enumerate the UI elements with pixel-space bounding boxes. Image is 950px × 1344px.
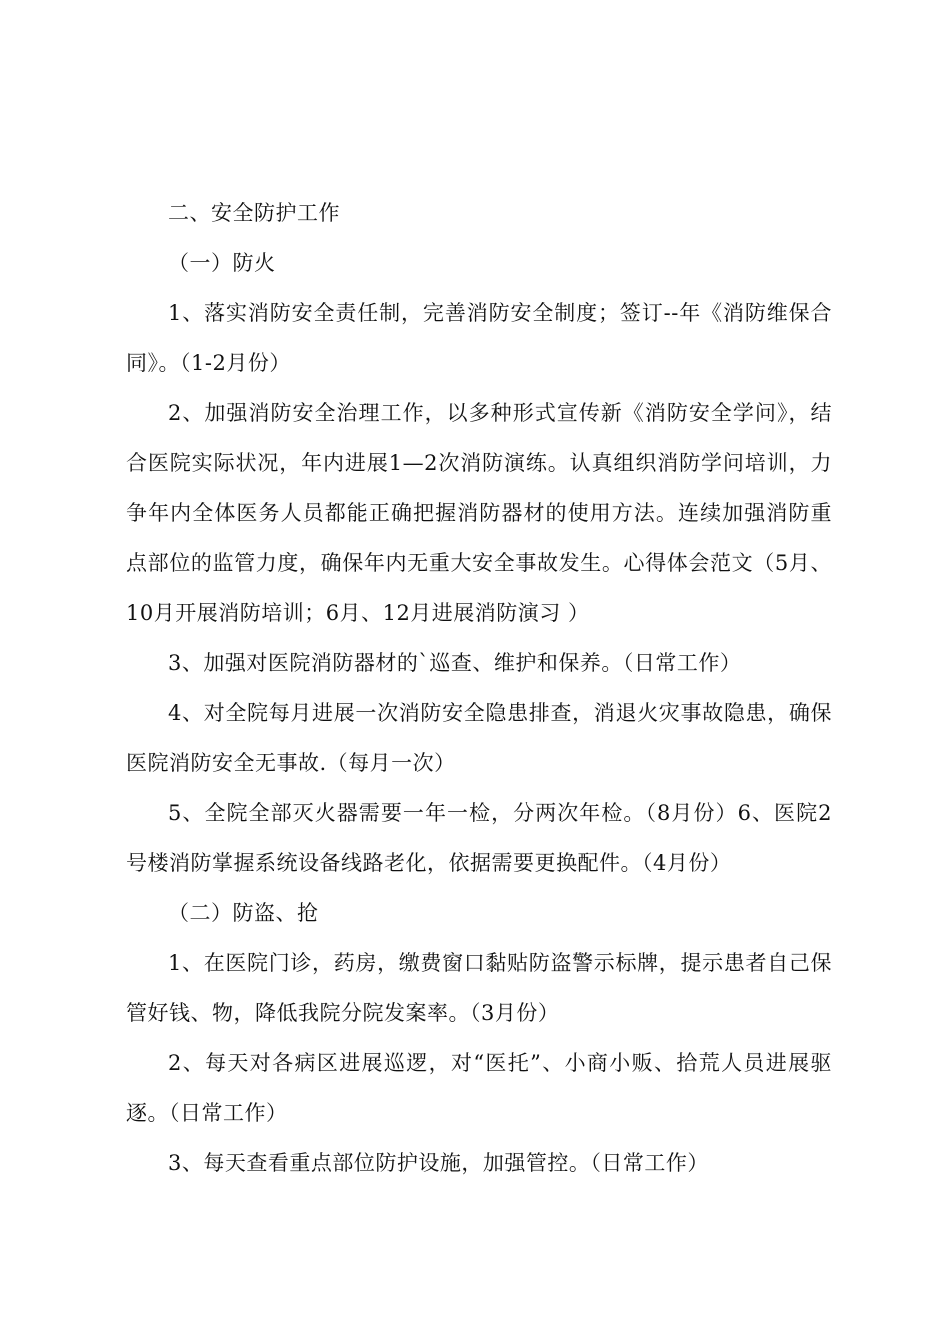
fire-item-2: 2、加强消防安全治理工作，以多种形式宣传新《消防安全学问》，结合医院实际状况，年内进展1—2次消防演练。认真组织消防学问培训，力争年内全体医务人员都能正确把握消防器材的使用方法。连续加强消防重点部位的监管力度，确保年内无重大安全事故发生。心得体会范文（5月、10月开展消防培训；6月、12月进展消防演习 ） xyxy=(126,401,832,625)
theft-item-1: 1、在医院门诊，药房，缴费窗口黏贴防盗警示标牌，提示患者自己保管好钱、物，降低我院分院发案率。（3月份） xyxy=(126,951,832,1025)
document-body xyxy=(126,188,832,1188)
theft-item-3: 3、每天查看重点部位防护设施，加强管控。（日常工作） xyxy=(168,1151,709,1175)
fire-item-3: 3、加强对医院消防器材的`巡查、维护和保养。（日常工作） xyxy=(168,651,742,675)
theft-item-2: 2、每天对各病区进展巡逻，对“医托”、小商小贩、拾荒人员进展驱逐。（日常工作） xyxy=(126,1051,832,1125)
fire-item-5: 5、全院全部灭火器需要一年一检，分两次年检。（8月份）6、医院2号楼消防掌握系统设备线路老化，依据需要更换配件。（4月份） xyxy=(126,801,832,875)
fire-item-4: 4、对全院每月进展一次消防安全隐患排查，消退火灾事故隐患，确保医院消防安全无事故.（每月一次） xyxy=(126,701,832,775)
fire-item-1: 1、落实消防安全责任制，完善消防安全制度；签订--年《消防维保合同》。（1-2月份） xyxy=(126,301,832,375)
section-title: 二、安全防护工作 xyxy=(168,201,340,225)
subsection-title-fire: （一）防火 xyxy=(168,251,276,275)
subsection-title-theft: （二）防盗、抢 xyxy=(168,901,319,925)
